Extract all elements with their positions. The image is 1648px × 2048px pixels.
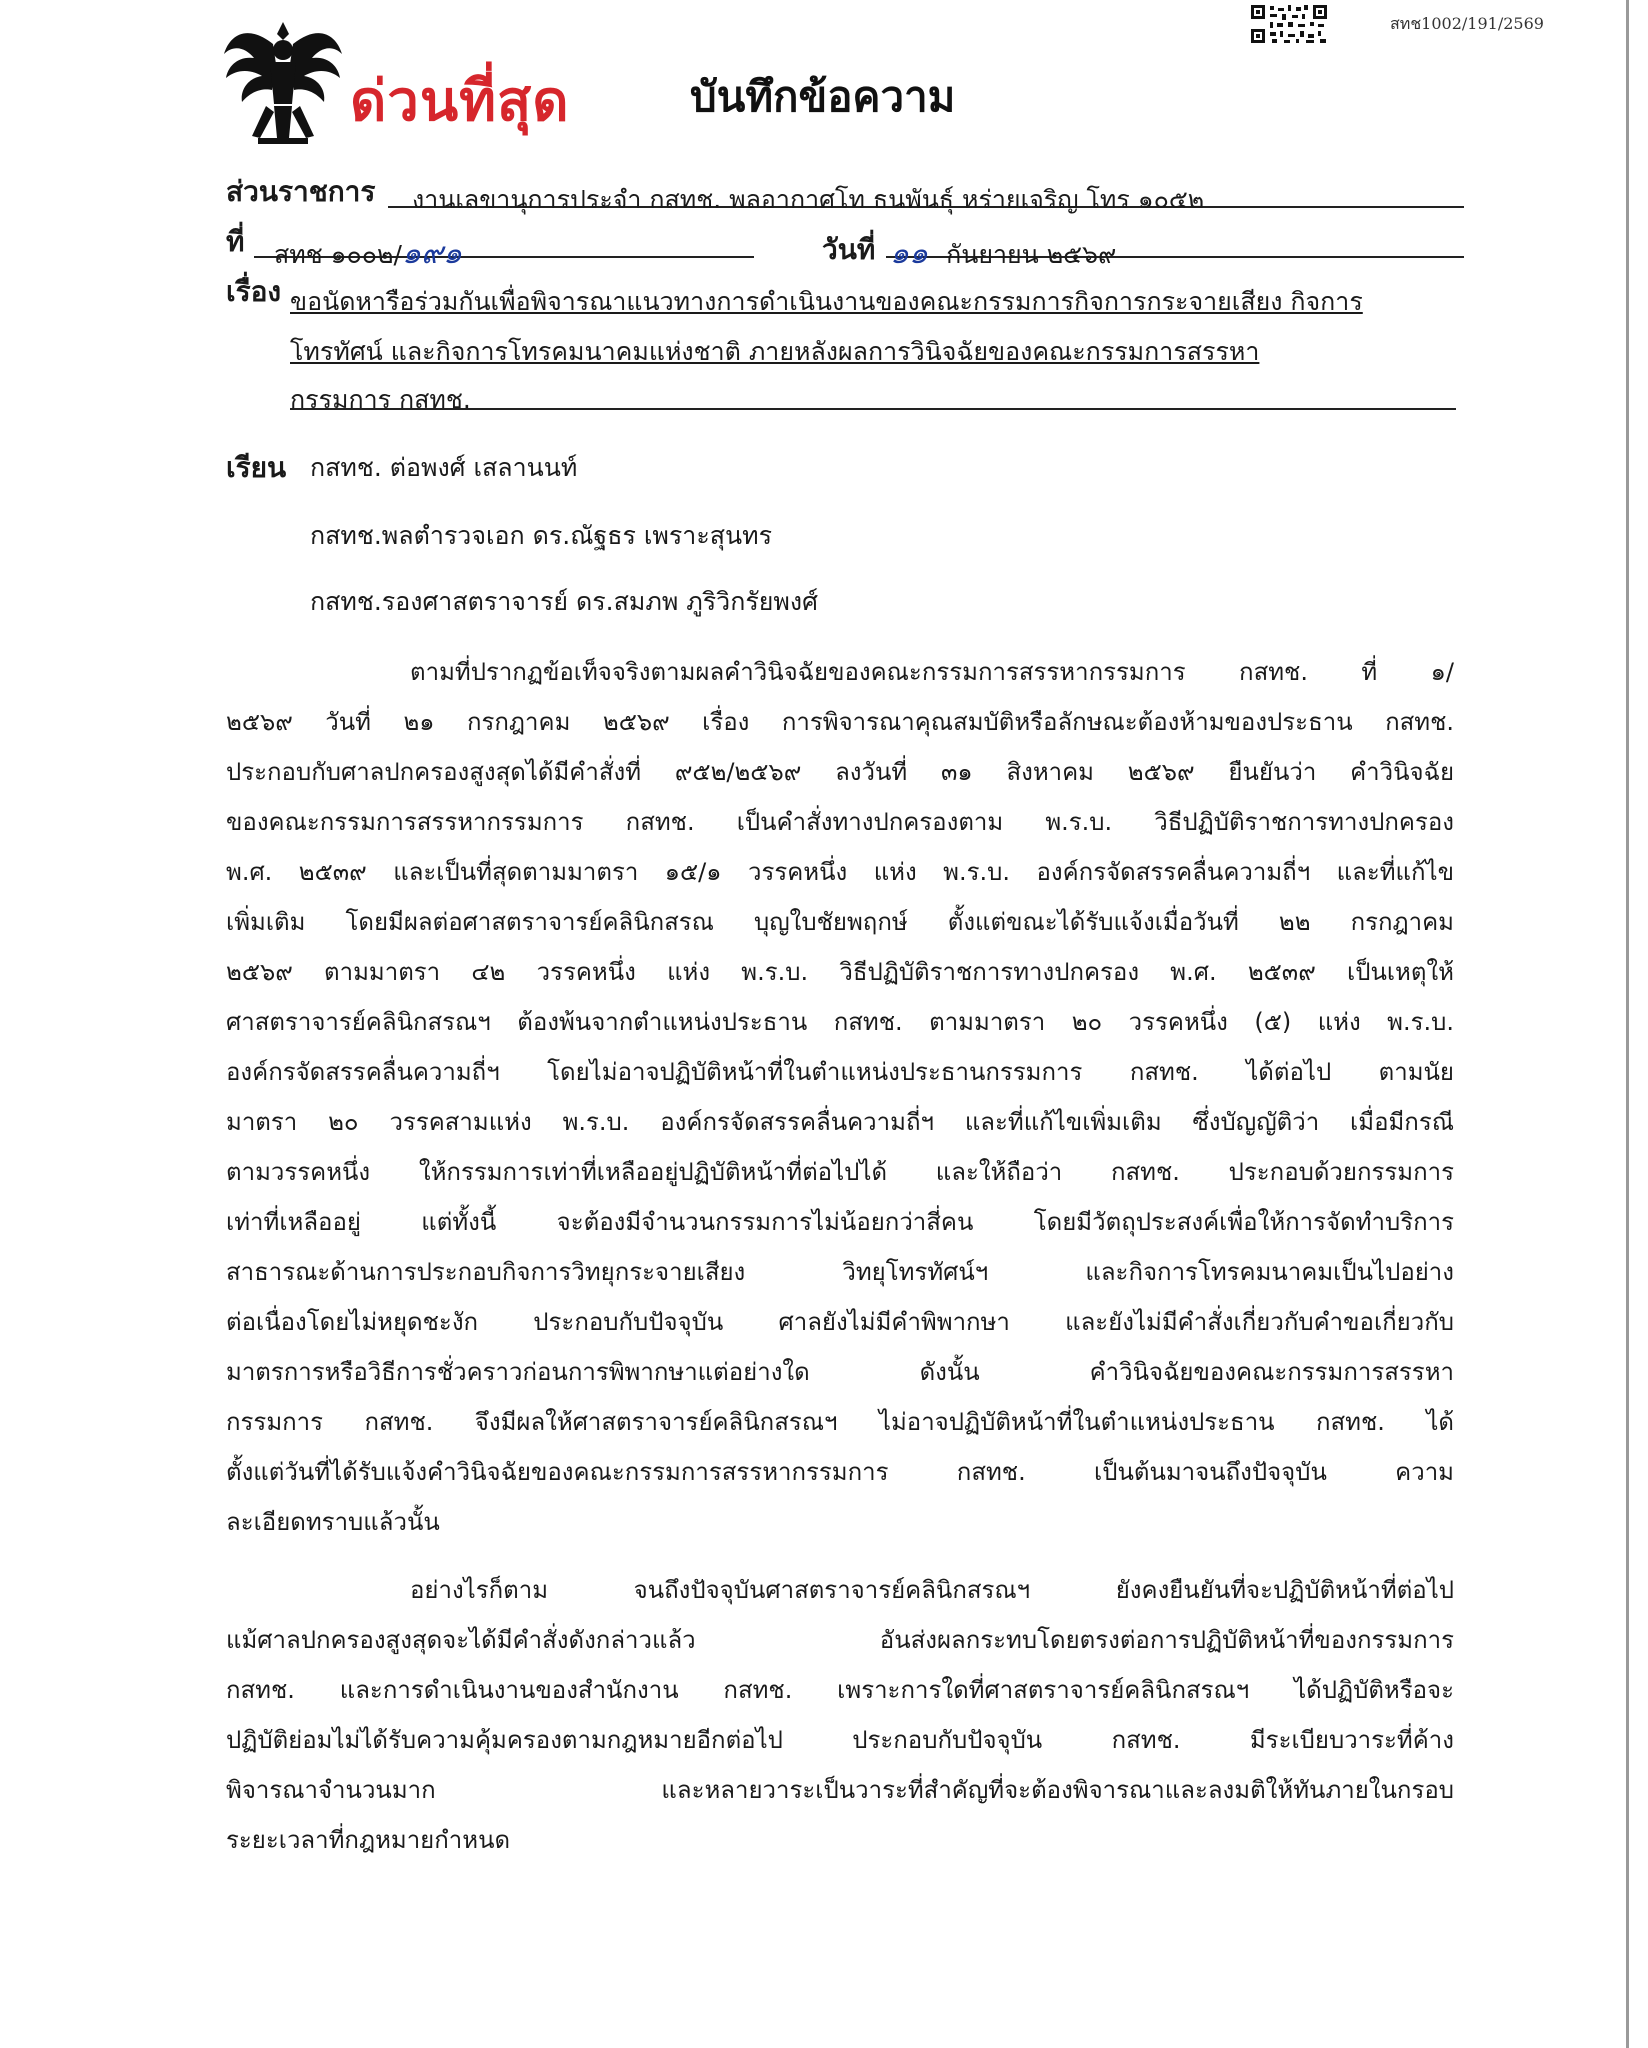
paragraph-1-line: เพิ่มเติม โดยมีผลต่อศาสตราจารย์คลินิกสรณ บุญใบชัยพฤกษ์ ตั้งแต่ขณะได้รับแจ้งเมื่อวันที่ ๒๒ กรกฎาคม — [226, 908, 1454, 936]
subject-label: เรื่อง — [226, 275, 282, 308]
agency-row — [226, 175, 376, 208]
paragraph-1-line: ต่อเนื่องโดยไม่หยุดชะงัก ประกอบกับปัจจุบัน ศาลยังไม่มีคำพิพากษา และยังไม่มีคำสั่งเกี่ยวกับคำขอเกี่ยวกับ — [226, 1308, 1454, 1336]
number-value — [274, 230, 462, 277]
paragraph-2-line: พิจารณาจำนวนมาก และหลายวาระเป็นวาระที่สำคัญที่จะต้องพิจารณาและลงมติให้ทันภายในกรอบ — [226, 1776, 1454, 1804]
agency-label: ส่วนราชการ — [226, 175, 376, 208]
agency-value: งานเลขานุการประจำ กสทช. พลอากาศโท ธนพันธุ์ หร่ายเจริญ โทร ๑๐๕๒ — [412, 185, 1205, 214]
paragraph-1-line: ศาสตราจารย์คลินิกสรณฯ ต้องพ้นจากตำแหน่งประธาน กสทช. ตามมาตรา ๒๐ วรรคหนึ่ง (๕) แห่ง พ.ร.บ. — [226, 1008, 1454, 1036]
paragraph-1-line: ประกอบกับศาลปกครองสูงสุดได้มีคำสั่งที่ ๙๕๒/๒๕๖๙ ลงวันที่ ๓๑ สิงหาคม ๒๕๖๙ ยืนยันว่า คำวินิจฉัย — [226, 758, 1455, 786]
paragraph-1-line: ตามที่ปรากฏข้อเท็จจริงตามผลคำวินิจฉัยของคณะกรรมการสรรหากรรมการ กสทช. ที่ ๑/ — [410, 658, 1454, 686]
document-title: บันทึกข้อความ — [690, 72, 956, 121]
number-prefix: สทช ๑๐๐๒/ — [274, 240, 402, 269]
paragraph-1-line: เท่าที่เหลืออยู่ แต่ทั้งนี้ จะต้องมีจำนวนกรรมการไม่น้อยกว่าสี่คน โดยมีวัตถุประสงค์เพื่อให้การจัดทำบริการ — [226, 1208, 1454, 1236]
paragraph-2-line: ระยะเวลาที่กฎหมายกำหนด — [226, 1826, 511, 1854]
number-row — [226, 225, 245, 258]
paragraph-1-line: ตั้งแต่วันที่ได้รับแจ้งคำวินิจฉัยของคณะกรรมการสรรหากรรมการ กสทช. เป็นต้นมาจนถึงปัจจุบัน ความ — [226, 1458, 1454, 1486]
paragraph-2-line: กสทช. และการดำเนินงานของสำนักงาน กสทช. เพราะการใดที่ศาสตราจารย์คลินิกสรณฯ ได้ปฏิบัติหรือจะ — [226, 1676, 1454, 1704]
paragraph-1-line: มาตรการหรือวิธีการชั่วคราวก่อนการพิพากษาแต่อย่างใด ดังนั้น คำวินิจฉัยของคณะกรรมการสรรหา — [226, 1358, 1454, 1386]
addressee-3: กสทช.รองศาสตราจารย์ ดร.สมภพ ภูริวิกรัยพงศ์ — [310, 587, 818, 616]
subject-line-2: โทรทัศน์ และกิจการโทรคมนาคมแห่งชาติ ภายหลังผลการวินิจฉัยของคณะกรรมการสรรหา — [290, 337, 1260, 366]
date-label: วันที่ — [822, 233, 876, 266]
paragraph-1-line: สาธารณะด้านการประกอบกิจการวิทยุกระจายเสียง วิทยุโทรทัศน์ฯ และกิจการโทรคมนาคมเป็นไปอย่าง — [226, 1258, 1454, 1286]
subject-row — [226, 275, 282, 308]
urgency-stamp: ด่วนที่สุด — [350, 69, 570, 134]
garuda-emblem-icon — [218, 14, 348, 154]
document-code: สทช1002/191/2569 — [1390, 14, 1544, 33]
addressee-2: กสทช.พลตำรวจเอก ดร.ณัฐธร เพราะสุนทร — [310, 521, 773, 550]
paragraph-1-line: ของคณะกรรมการสรรหากรรมการ กสทช. เป็นคำสั่งทางปกครองตาม พ.ร.บ. วิธีปฏิบัติราชการทางปกครอง — [226, 808, 1454, 836]
paragraph-1-line: กรรมการ กสทช. จึงมีผลให้ศาสตราจารย์คลินิกสรณฯ ไม่อาจปฏิบัติหน้าที่ในตำแหน่งประธาน กสทช. ได้ — [226, 1408, 1454, 1436]
paragraph-1-line: พ.ศ. ๒๕๓๙ และเป็นที่สุดตามมาตรา ๑๕/๑ วรรคหนึ่ง แห่ง พ.ร.บ. องค์กรจัดสรรคลื่นความถี่ฯ และที่แก้ไข — [226, 858, 1454, 886]
paragraph-1-line: ๒๕๖๙ วันที่ ๒๑ กรกฎาคม ๒๕๖๙ เรื่อง การพิจารณาคุณสมบัติหรือลักษณะต้องห้ามของประธาน กสทช. — [226, 708, 1454, 736]
subject-line-1: ขอนัดหารือร่วมกันเพื่อพิจารณาแนวทางการดำเนินงานของคณะกรรมการกิจการกระจายเสียง กิจการ — [290, 287, 1363, 316]
number-handwritten: ๑๙๑ — [401, 236, 463, 271]
paragraph-1-line: องค์กรจัดสรรคลื่นความถี่ฯ โดยไม่อาจปฏิบัติหน้าที่ในตำแหน่งประธานกรรมการ กสทช. ได้ต่อไป ตามนัย — [226, 1058, 1454, 1086]
subject-line-3: กรรมการ กสทช. — [290, 385, 471, 414]
number-label: ที่ — [226, 225, 245, 258]
date-month-year: กันยายน ๒๕๖๙ — [946, 240, 1117, 269]
paragraph-1-line: ตามวรรคหนึ่ง ให้กรรมการเท่าที่เหลืออยู่ปฏิบัติหน้าที่ต่อไปได้ และให้ถือว่า กสทช. ประกอบด้วยกรรมการ — [226, 1158, 1454, 1186]
paragraph-2-line: อย่างไรก็ตาม จนถึงปัจจุบันศาสตราจารย์คลินิกสรณฯ ยังคงยืนยันที่จะปฏิบัติหน้าที่ต่อไป — [410, 1576, 1454, 1604]
addressee-1: กสทช. ต่อพงศ์ เสลานนท์ — [310, 453, 578, 482]
page-edge-line — [1626, 0, 1629, 2048]
date-handwritten: ๑๑ — [890, 236, 929, 271]
paragraph-1-line: ละเอียดทราบแล้วนั้น — [226, 1508, 440, 1536]
paragraph-2-line: แม้ศาลปกครองสูงสุดจะได้มีคำสั่งดังกล่าวแล้ว อันส่งผลกระทบโดยตรงต่อการปฏิบัติหน้าที่ของกรรมการ — [226, 1626, 1454, 1654]
paragraph-2-line: ปฏิบัติย่อมไม่ได้รับความคุ้มครองตามกฎหมายอีกต่อไป ประกอบกับปัจจุบัน กสทช. มีระเบียบวาระที่ค้าง — [226, 1726, 1454, 1754]
paragraph-1-line: มาตรา ๒๐ วรรคสามแห่ง พ.ร.บ. องค์กรจัดสรรคลื่นความถี่ฯ และที่แก้ไขเพิ่มเติม ซึ่งบัญญัติว่า เมื่อมีกรณี — [226, 1108, 1454, 1136]
subject-underline — [290, 408, 1456, 410]
qr-code-icon — [1250, 4, 1328, 44]
paragraph-1-line: ๒๕๖๙ ตามมาตรา ๔๒ วรรคหนึ่ง แห่ง พ.ร.บ. วิธีปฏิบัติราชการทางปกครอง พ.ศ. ๒๕๓๙ เป็นเหตุให้ — [226, 958, 1454, 986]
addressee-label: เรียน — [226, 451, 287, 484]
date-value — [890, 230, 1116, 277]
